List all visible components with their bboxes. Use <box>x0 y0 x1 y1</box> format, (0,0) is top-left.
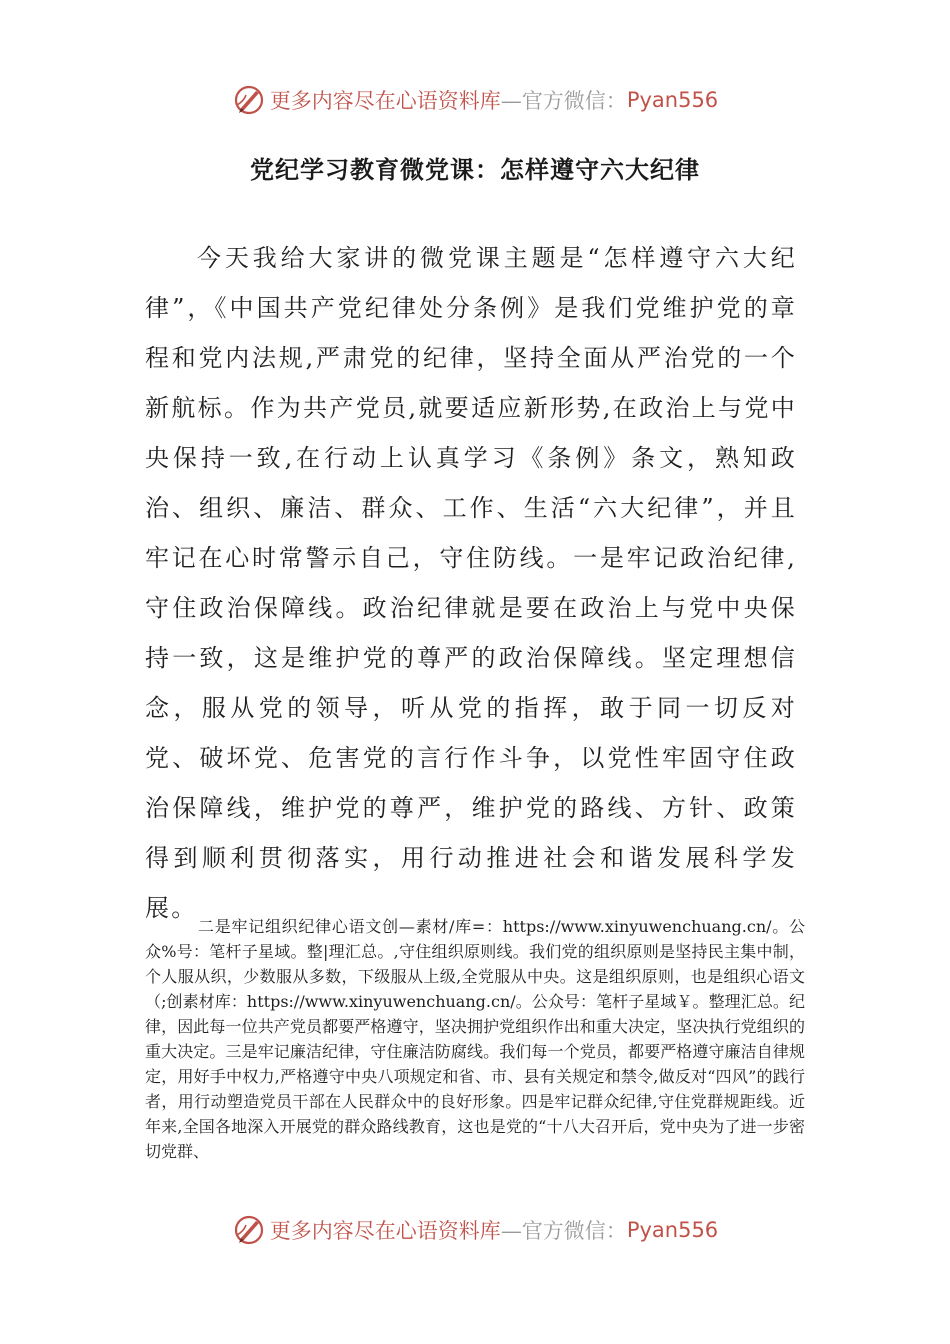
banner-wechat-id: Pyan556 <box>626 1218 719 1242</box>
body-paragraph-1: 今天我给大家讲的微党课主题是“怎样遵守六大纪律”，《中国共产党纪律处分条例》是我们党维护党的章程和党内法规,严肃党的纪律，坚持全面从严治党的一个新航标。作为共产党员,就要适应新形势,在政治上与党中央保持一致,在行动上认真学习《条例》条文，熟知政治、组织、廉洁、群众、工作、生活“六大纪律”，并且牢记在心时常警示自己，守住防线。一是牢记政治纪律,守住政治保障线。政治纪律就是要在政治上与党中央保持一致，这是维护党的尊严的政治保障线。坚定理想信念，服从党的领导，听从党的指挥，敢于同一切反对党、破坏党、危害党的言行作斗争，以党性牢固守住政治保障线，维护党的尊严，维护党的路线、方针、政策得到顺利贯彻落实，用行动推进社会和谐发展科学发展。 <box>145 244 797 922</box>
banner-lead-text: 更多内容尽在心语资料库 <box>269 1219 501 1243</box>
body-paragraph-2: 二是牢记组织纪律心语文创—素材/库=：https://www.xinyuwenchuang.cn/。公众%号：笔杆子星域。整|理汇总。,守住组织原则线。我们党的组织原则是坚持民主集中制，个人服从织，少数服从多数，下级服从上级,全党服从中央。这是组织原则，也是组织心语文（;创素材库：https://www.xinyuwenchuang.cn/。公众号：笔杆子星域￥。整理汇总。纪律，因此每一位共产党员都要严格遵守，坚决拥护党组织作出和重大决定，坚决执行党组织的重大决定。三是牢记廉洁纪律，守住廉洁防腐线。我们每一个党员，都要严格遵守廉洁自律规定，用好手中权力,严格遵守中央八项规定和省、市、县有关规定和禁令,做反对“四风”的践行者，用行动塑造党员干部在人民群众中的良好形象。四是牢记群众纪律,守住党群规距线。近年来,全国各地深入开展党的群众路线教育，这也是党的“十八大召开后，党中央为了进一步密切党群、 <box>145 917 805 1161</box>
banner-wechat-id: Pyan556 <box>626 88 719 112</box>
header-banner <box>0 78 950 122</box>
pen-circle-logo-icon <box>232 1213 266 1247</box>
banner-lead-text: 更多内容尽在心语资料库 <box>269 89 501 113</box>
document-title: 党纪学习教育微党课：怎样遵守六大纪律 <box>250 155 700 184</box>
banner-tail-text: —官方微信： <box>500 1219 627 1243</box>
pen-circle-logo-icon <box>232 83 266 117</box>
banner-tail-text: —官方微信： <box>500 89 627 113</box>
footer-banner <box>0 1208 950 1252</box>
